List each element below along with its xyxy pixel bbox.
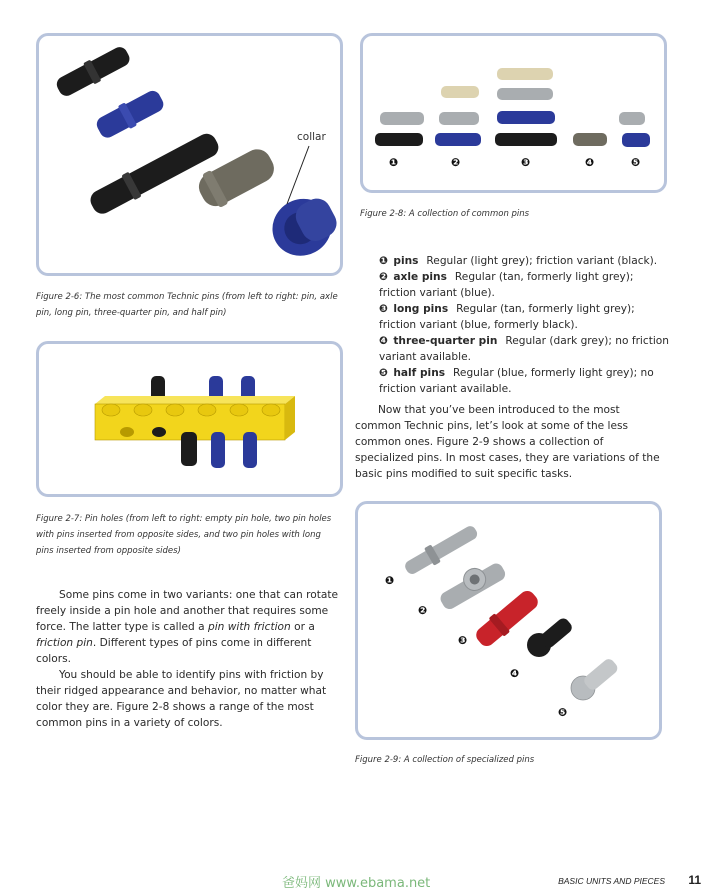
blue-axle-pin: [93, 86, 167, 142]
figure-2-8-illustration: [363, 36, 664, 190]
pin-list-item: ❸ long pins Regular (tan, formerly light grey); friction variant (blue, formerly black).: [379, 303, 635, 331]
marker-4: ❹: [510, 667, 520, 680]
pin-list-item: ❹ three-quarter pin Regular (dark grey); no friction variant available.: [379, 335, 669, 363]
marker-2: ❷: [451, 156, 461, 169]
right-paragraph: [355, 402, 660, 482]
figure-2-9-caption: Figure 2-9: A collection of specialized pins: [355, 755, 535, 765]
figure-2-7-caption: Figure 2-7: Pin holes (from left to right: empty pin hole, two pin holes with pins inserted from opposite sides, and two pin holes with long pins inserted from opposite sides): [36, 514, 332, 556]
specialized-pin-5: [571, 657, 620, 700]
specialized-pin-2: [435, 555, 508, 612]
marker-5: ❺: [558, 706, 568, 719]
black-pin-bottom: [181, 432, 197, 466]
collar-label: collar: [297, 131, 326, 143]
blue-long-pin-bottom-1: [211, 432, 225, 468]
marker-1: ❶: [385, 574, 395, 587]
marker-5: ❺: [631, 156, 641, 169]
marker-1: ❶: [389, 156, 399, 169]
footer-section-title: BASIC UNITS AND PIECES: [558, 876, 665, 886]
figure-2-8: [360, 33, 667, 193]
figure-2-9-illustration: [358, 504, 659, 737]
pin-list-item: ❺ half pins Regular (blue, formerly light grey); no friction variant available.: [379, 367, 654, 395]
figure-2-8-markers: [389, 156, 640, 169]
pin-list-item: ❶ pins Regular (light grey); friction variant (black).: [379, 255, 658, 267]
pin-list: [379, 253, 669, 397]
pin-list-item: ❷ axle pins Regular (tan, formerly light grey); friction variant (blue).: [379, 271, 634, 299]
figure-2-7: [36, 341, 343, 497]
left-paragraph-1: Some pins come in two variants: one that can rotate freely inside a pin hole and another that requires some force. The latter type is called a pin with friction or a friction pin. Different types of pins come in different colors.: [36, 589, 339, 665]
right-paragraph-text: Now that you’ve been introduced to the most common Technic pins, let’s look at some of the less common ones. Figure 2-9 shows a collection of specialized pins. In most cases, they are variations of the basic pins modified to suit specific tasks.: [355, 404, 660, 480]
figure-2-6-illustration: [39, 36, 340, 273]
left-body-text: [36, 587, 342, 731]
specialized-pin-4: [527, 616, 574, 657]
blue-long-pin-bottom-2: [243, 432, 257, 468]
blue-half-pin: [262, 187, 340, 266]
page-number: 11: [688, 873, 701, 887]
figure-2-6: [36, 33, 343, 276]
marker-3: ❸: [458, 634, 468, 647]
marker-4: ❹: [585, 156, 595, 169]
watermark: 爸妈网 www.ebama.net: [282, 876, 431, 891]
black-pin: [53, 43, 133, 101]
figure-2-7-illustration: [39, 344, 340, 494]
figure-2-8-caption: Figure 2-8: A collection of common pins: [360, 209, 530, 219]
left-paragraph-2: You should be able to identify pins with friction by their ridged appearance and behavior, no matter what color they are. Figure 2-8 shows a range of the most common pins in a variety of colors.: [36, 669, 327, 729]
marker-2: ❷: [418, 604, 428, 617]
marker-3: ❸: [521, 156, 531, 169]
black-long-pin: [86, 129, 223, 219]
figure-2-6-caption: Figure 2-6: The most common Technic pins (from left to right: pin, axle pin, long pin, three-quarter pin, and half pin): [36, 292, 338, 318]
figure-2-9: [355, 501, 662, 740]
